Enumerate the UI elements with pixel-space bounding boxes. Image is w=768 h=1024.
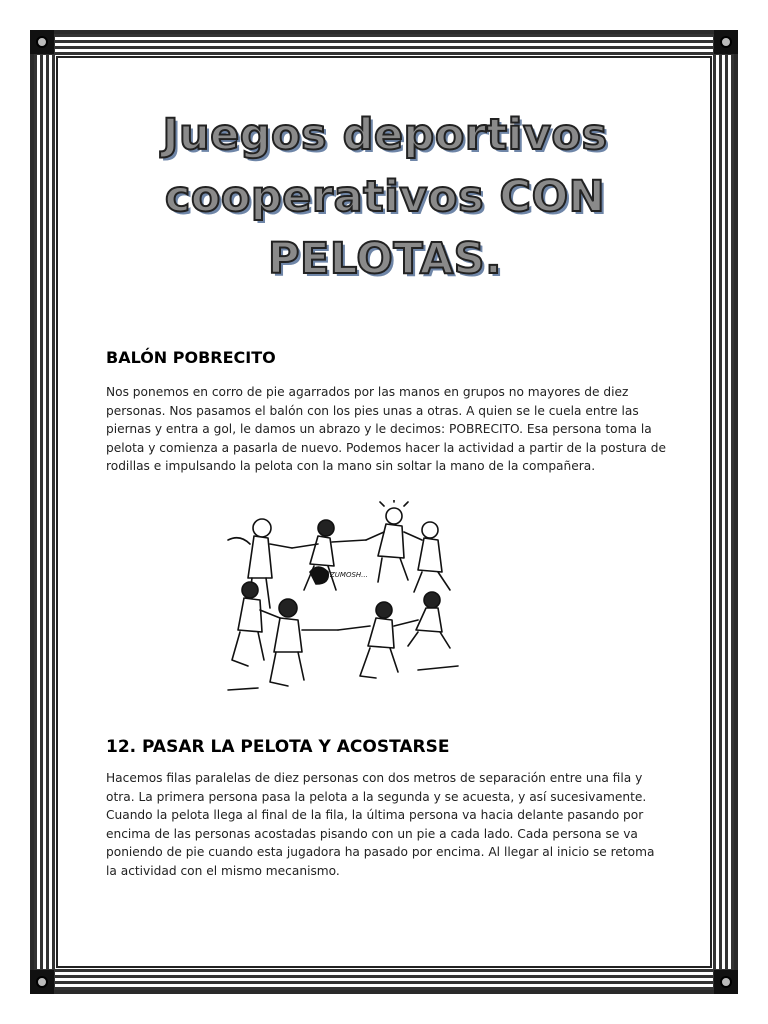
corner-ornament-bottom-right: [714, 970, 738, 994]
corner-ornament-top-right: [714, 30, 738, 54]
illustration-sound-text: ZUMOSH...: [330, 571, 368, 579]
corner-ornament-top-left: [30, 30, 54, 54]
section-heading-pasar-la-pelota: 12. PASAR LA PELOTA Y ACOSTARSE: [106, 737, 450, 757]
title-line-1: Juegos deportivos: [162, 110, 608, 160]
children-circle-illustration: [218, 500, 478, 700]
page-title: [150, 104, 620, 290]
section-heading-balon-pobrecito: BALÓN POBRECITO: [106, 348, 276, 367]
section-paragraph-balon-pobrecito: Nos ponemos en corro de pie agarrados por las manos en grupos no mayores de diez personas. Nos pasamos el balón con los pies unas a otras. A quien se le cuela entre las piernas y entra a gol, le damos un abrazo y le decimos: POBRECITO. Esa persona toma la pelota y comienza a pasarla de nuevo. Podemos hacer la actividad a partir de la postura de rodillas e impulsando la pelota con la mano sin soltar la mano de la compañera.: [106, 385, 667, 474]
title-line-2: cooperativos CON: [164, 172, 606, 222]
title-line-3: PELOTAS.: [268, 234, 502, 284]
section-paragraph-pasar-la-pelota: Hacemos filas paralelas de diez personas con dos metros de separación entre una fila y otra. La primera persona pasa la pelota a la segunda y se acuesta, y así sucesivamente. Cuando la pelota llega al final de la fila, la última persona va hacia delante pasando por encima de las personas acostadas pisando con un pie a cada lado. Cada persona se va poniendo de pie cuando esta jugadora ha pasado por encima. Al llegar al inicio se retoma la actividad con el mismo mecanismo.: [106, 771, 655, 878]
corner-ornament-bottom-left: [30, 970, 54, 994]
